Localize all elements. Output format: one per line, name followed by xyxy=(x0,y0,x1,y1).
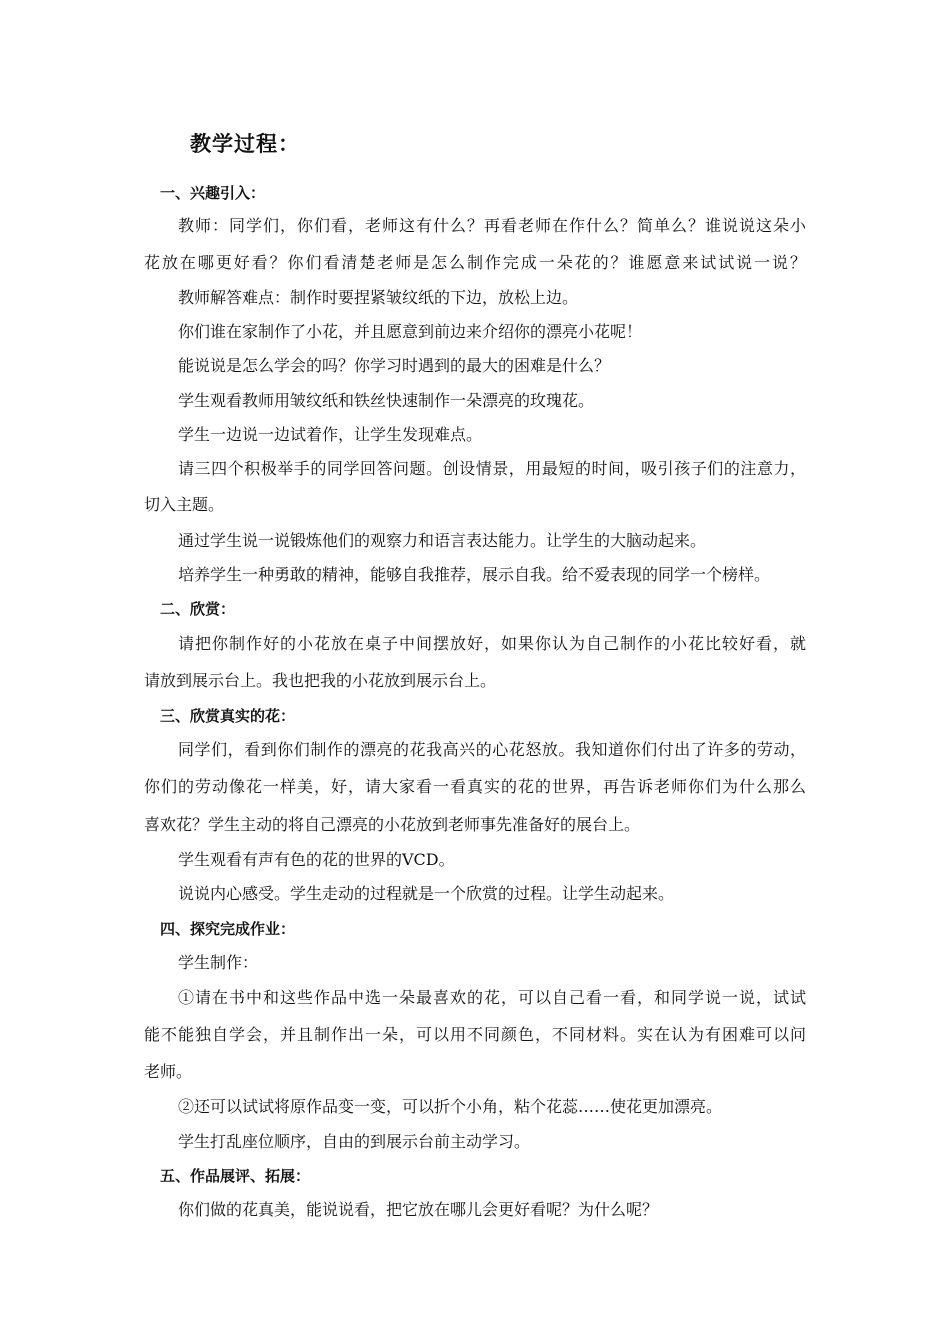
paragraph-line: 说说内心感受。学生走动的过程就是一个欣赏的过程。让学生动起来。 xyxy=(178,884,675,903)
paragraph-line: 能说说是怎么学会的吗？你学习时遇到的最大的困难是什么？ xyxy=(178,356,611,375)
paragraph-line: 学生一边说一边试着作，让学生发现难点。 xyxy=(178,425,483,444)
paragraph-line: ②还可以试试将原作品变一变，可以折个小角，粘个花蕊……使花更加漂亮。 xyxy=(178,1097,723,1116)
page-title: 教学过程： xyxy=(190,132,300,156)
paragraph-line: 请三四个积极举手的同学回答问题。创设情景，用最短的时间，吸引孩子们的注意力， xyxy=(178,459,806,478)
paragraph-line: 教师解答难点：制作时要捏紧皱纹纸的下边，放松上边。 xyxy=(178,288,579,307)
paragraph-line: 你们的劳动像花一样美，好，请大家看一看真实的花的世界，再告诉老师你们为什么那么 xyxy=(144,777,806,796)
paragraph-line: 学生打乱座位顺序，自由的到展示台前主动学习。 xyxy=(178,1132,531,1151)
paragraph-line: 你们做的花真美，能说说看，把它放在哪儿会更好看呢？为什么呢？ xyxy=(178,1200,659,1219)
paragraph-line: 你们谁在家制作了小花，并且愿意到前边来介绍你的漂亮小花呢！ xyxy=(178,322,643,341)
section-heading: 三、欣赏真实的花： xyxy=(160,707,296,725)
paragraph-line: 能不能独自学会，并且制作出一朵，可以用不同颜色，不同材料。实在认为有困难可以问 xyxy=(144,1025,806,1044)
paragraph-line: 切入主题。 xyxy=(144,495,225,514)
section-heading: 一、兴趣引入： xyxy=(160,184,266,202)
section-heading: 二、欣赏： xyxy=(160,600,236,618)
paragraph-line: 教师：同学们，你们看，老师这有什么？再看老师在作什么？简单么？谁说说这朵小 xyxy=(178,216,806,235)
paragraph-line: 学生观看教师用皱纹纸和铁丝快速制作一朵漂亮的玫瑰花。 xyxy=(178,391,595,410)
paragraph-line: 学生观看有声有色的花的世界的VCD。 xyxy=(178,850,455,869)
paragraph-line: 花放在哪更好看？你们看清楚老师是怎么制作完成一朵花的？谁愿意来试试说一说？ xyxy=(144,253,806,272)
paragraph-line: 培养学生一种勇敢的精神，能够自我推荐，展示自我。给不爱表现的同学一个榜样。 xyxy=(178,565,771,584)
paragraph-line: 同学们，看到你们制作的漂亮的花我高兴的心花怒放。我知道你们付出了许多的劳动， xyxy=(178,740,806,759)
paragraph-line: 请放到展示台上。我也把我的小花放到展示台上。 xyxy=(144,671,497,690)
paragraph-line: 通过学生说一说锻炼他们的观察力和语言表达能力。让学生的大脑动起来。 xyxy=(178,531,707,550)
paragraph-line: 老师。 xyxy=(144,1062,193,1081)
section-heading: 四、探究完成作业： xyxy=(160,920,296,938)
paragraph-line: 学生制作： xyxy=(178,953,259,972)
section-heading: 五、作品展评、拓展： xyxy=(160,1167,311,1185)
paragraph-line: ①请在书中和这些作品中选一朵最喜欢的花，可以自己看一看，和同学说一说，试试 xyxy=(178,988,806,1007)
paragraph-line: 喜欢花？学生主动的将自己漂亮的小花放到老师事先准备好的展台上。 xyxy=(144,815,641,834)
paragraph-line: 请把你制作好的小花放在桌子中间摆放好，如果你认为自己制作的小花比较好看，就 xyxy=(178,634,806,653)
